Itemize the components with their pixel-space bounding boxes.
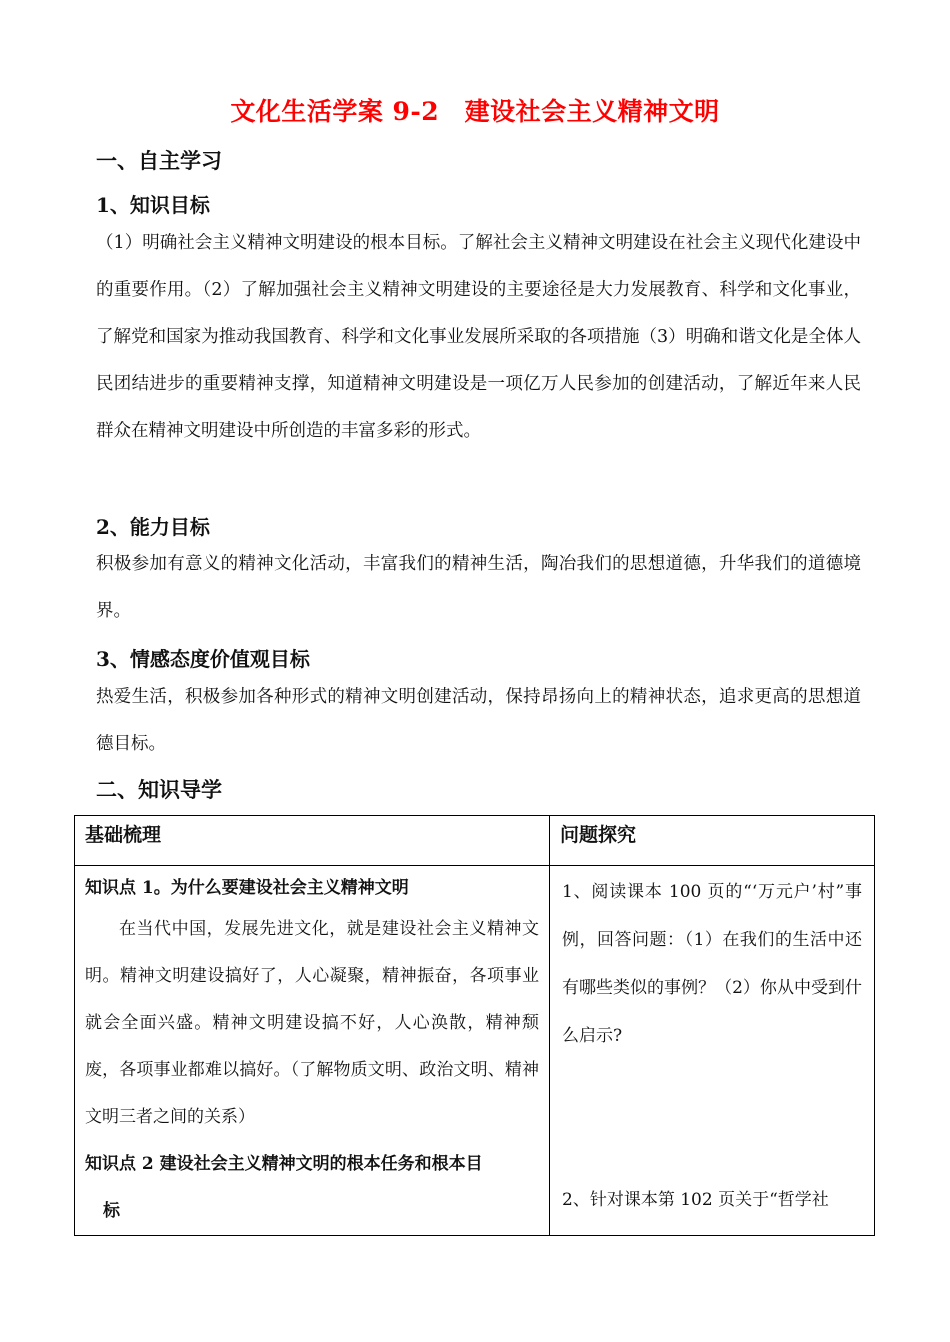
knowledge-point-1-text: [85, 906, 539, 1141]
emotion-goal-heading: 3、情感态度价值观目标: [96, 647, 310, 671]
study-guide-table: [74, 815, 875, 1236]
ability-goal-heading: 2、能力目标: [96, 515, 210, 539]
column-header-basics: 基础梳理: [75, 816, 550, 866]
section-heading-knowledge-guide: 二、知识导学: [96, 777, 222, 802]
questions-cell: [550, 866, 875, 1236]
column-header-questions: 问题探究: [550, 816, 875, 866]
knowledge-point-2-title: [85, 1141, 539, 1235]
question-2: 2、针对课本第 102 页关于“哲学社: [562, 1190, 829, 1210]
section-heading-self-study: 一、自主学习: [96, 148, 222, 173]
table-row: [75, 866, 875, 1236]
knowledge-goal-text: （1）明确社会主义精神文明建设的根本目标。了解社会主义精神文明建设在社会主义现代化建设中的重要作用。（2）了解加强社会主义精神文明建设的主要途径是大力发展教育、科学和文化事业，了解党和国家为推动我国教育、科学和文化事业发展所采取的各项措施（3）明确和谐文化是全体人民团结进步的重要精神支撑，知道精神文明建设是一项亿万人民参加的创建活动，了解近年来人民群众在精神文明建设中所创造的丰富多彩的形式。: [96, 233, 861, 441]
knowledge-point-1-body: 在当代中国，发展先进文化，就是建设社会主义精神文明。精神文明建设搞好了，人心凝聚，精神振奋，各项事业就会全面兴盛。精神文明建设搞不好，人心涣散，精神颓废，各项事业都难以搞好。（了解物质文明、政治文明、精神文明三者之间的关系）: [85, 919, 539, 1127]
knowledge-goal-heading: 1、知识目标: [96, 193, 210, 217]
knowledge-point-2-title-line1: 知识点 2 建设社会主义精神文明的根本任务和根本目: [85, 1154, 483, 1174]
question-1: 1、阅读课本 100 页的“‘万元户’村”事例，回答问题：（1）在我们的生活中还有哪些类似的事例？（2）你从中受到什么启示?: [562, 882, 862, 1046]
document-title: 文化生活学案 9-2 建设社会主义精神文明: [230, 97, 720, 126]
emotion-goal-text: 热爱生活，积极参加各种形式的精神文明创建活动，保持昂扬向上的精神状态，追求更高的思想道德目标。: [96, 687, 861, 754]
basics-cell: [75, 866, 550, 1236]
ability-goal-text: 积极参加有意义的精神文化活动，丰富我们的精神生活，陶冶我们的思想道德，升华我们的道德境界。: [96, 554, 861, 621]
knowledge-point-2-title-line2: 标: [103, 1201, 120, 1221]
table-header-row: [75, 816, 875, 866]
knowledge-point-1-title: 知识点 1。为什么要建设社会主义精神文明: [85, 878, 409, 898]
